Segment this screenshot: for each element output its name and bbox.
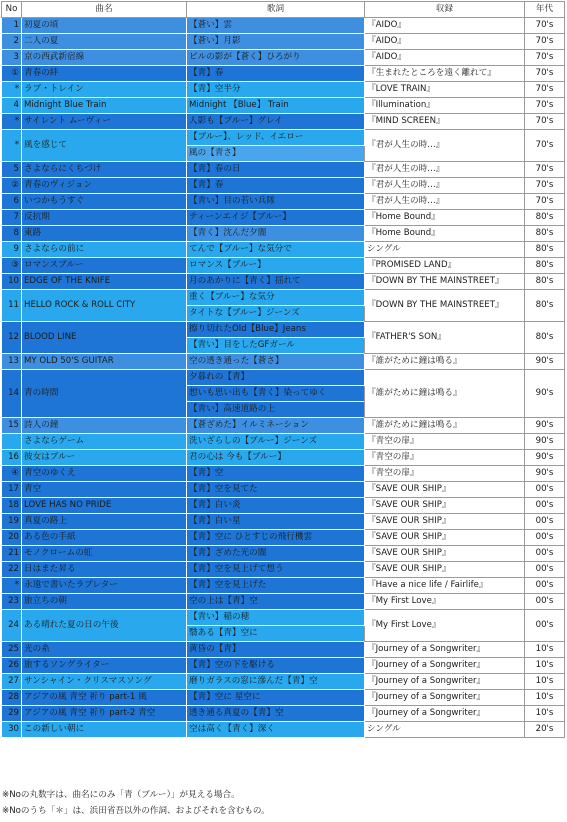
cell-no: ③ [2, 258, 22, 274]
cell-title: 旅するソングライター [22, 658, 187, 674]
table-row [2, 578, 565, 594]
cell-decade: 70's [525, 18, 565, 34]
header-album: 収録 [365, 2, 525, 18]
cell-decade: 00's [525, 546, 565, 562]
cell-album: 『SAVE OUR SHIP』 [365, 482, 525, 498]
cell-title: 風を感じて [22, 130, 187, 162]
cell-decade: 70's [525, 162, 565, 178]
cell-lyric: ビルの影が【蒼く】ひろがり [187, 50, 365, 66]
cell-lyric: 【青】春の日 [187, 162, 365, 178]
cell-lyric: 洗いざらしの【ブルー】ジーンズ [187, 434, 365, 450]
cell-no: 1 [2, 18, 22, 34]
cell-title: 詩人の鐘 [22, 418, 187, 434]
cell-album: 『AIDO』 [365, 18, 525, 34]
table-row [2, 466, 565, 482]
table-row [2, 82, 565, 98]
cell-title: HELLO ROCK & ROLL CITY [22, 290, 187, 322]
cell-no: 27 [2, 674, 22, 690]
cell-decade: 80's [525, 322, 565, 354]
cell-lyric: 夕暮れの【青】 [187, 370, 365, 386]
table-row [2, 434, 565, 450]
cell-decade: 00's [525, 482, 565, 498]
cell-decade: 90's [525, 434, 565, 450]
cell-lyric: 【蒼い】雲 [187, 18, 365, 34]
cell-lyric: タイトな【ブルー】ジーンズ [187, 306, 365, 322]
cell-title: サンシャイン・クリスマスソング [22, 674, 187, 690]
table-row [2, 66, 565, 82]
cell-lyric: 想いも思い出も【青く】染ってゆく [187, 386, 365, 402]
cell-title: 青空 [22, 482, 187, 498]
cell-title: さよならゲーム [22, 434, 187, 450]
cell-lyric: 【青】空を見上げて想う [187, 562, 365, 578]
cell-no: 18 [2, 498, 22, 514]
cell-album: 『誰がために鐘は鳴る』 [365, 354, 525, 370]
cell-album: 『Home Bound』 [365, 210, 525, 226]
cell-title: 青の時間 [22, 370, 187, 418]
table-row [2, 514, 565, 530]
table-row [2, 178, 565, 194]
cell-decade: 00's [525, 530, 565, 546]
table-row [2, 226, 565, 242]
table-row [2, 50, 565, 66]
cell-no: ① [2, 66, 22, 82]
cell-lyric: 空は高く【青く】深く [187, 722, 365, 738]
header-title: 曲名 [22, 2, 187, 18]
cell-no: 16 [2, 450, 22, 466]
table-row [2, 354, 565, 370]
cell-decade: 70's [525, 98, 565, 114]
cell-no: 4 [2, 98, 22, 114]
table-row [2, 258, 565, 274]
table-row [2, 34, 565, 50]
cell-album: 『青空の扉』 [365, 450, 525, 466]
cell-album: 『生まれたところを遠く離れて』 [365, 66, 525, 82]
cell-no: 28 [2, 690, 22, 706]
table-row [2, 722, 565, 738]
cell-album: 『PROMISED LAND』 [365, 258, 525, 274]
cell-title: アジアの風 青空 祈り part-1 風 [22, 690, 187, 706]
table-row [2, 242, 565, 258]
cell-lyric: 【青】春 [187, 66, 365, 82]
table-row [2, 274, 565, 290]
cell-title: 真夏の路上 [22, 514, 187, 530]
cell-decade: 90's [525, 450, 565, 466]
cell-decade: 90's [525, 466, 565, 482]
cell-lyric: 重く【ブルー】な気分 [187, 290, 365, 306]
cell-decade: 70's [525, 194, 565, 210]
cell-lyric: 月のあかりに【青く】揺れて [187, 274, 365, 290]
table-row [2, 210, 565, 226]
cell-lyric: 黄昏の【青】 [187, 642, 365, 658]
cell-lyric: 君の心は 今も【ブルー】 [187, 450, 365, 466]
cell-title: 東路 [22, 226, 187, 242]
cell-album: 『君が人生の時…』 [365, 130, 525, 162]
cell-album: 『FATHER'S SON』 [365, 322, 525, 354]
cell-lyric: 【青い】稲の穂 [187, 610, 365, 626]
cell-album: 『AIDO』 [365, 34, 525, 50]
cell-title: さよならの前に [22, 242, 187, 258]
cell-title: BLOOD LINE [22, 322, 187, 354]
cell-title: EDGE OF THE KNIFE [22, 274, 187, 290]
footnote-circled-numbers: ※Noの丸数字は、曲名にのみ「青（ブルー）」が見える場合。 [2, 790, 240, 800]
cell-decade: 00's [525, 498, 565, 514]
cell-album: 『君が人生の時…』 [365, 178, 525, 194]
cell-album: 『SAVE OUR SHIP』 [365, 514, 525, 530]
cell-no: 26 [2, 658, 22, 674]
cell-title: ある色の手紙 [22, 530, 187, 546]
cell-no: 21 [2, 546, 22, 562]
cell-album: 『My First Love』 [365, 594, 525, 610]
cell-lyric: 【青】空に 星空に [187, 690, 365, 706]
cell-decade: 70's [525, 178, 565, 194]
cell-lyric: 【青い】目の若い兵隊 [187, 194, 365, 210]
cell-title: ある晴れた夏の日の午後 [22, 610, 187, 642]
cell-decade: 10's [525, 642, 565, 658]
cell-album: 『Illumination』 [365, 98, 525, 114]
table-row [2, 322, 565, 338]
cell-title: この新しい朝に [22, 722, 187, 738]
table-row [2, 674, 565, 690]
cell-album: 『青空の扉』 [365, 434, 525, 450]
table-row [2, 642, 565, 658]
table-row [2, 562, 565, 578]
cell-title: 京の西武新宿線 [22, 50, 187, 66]
cell-decade: 10's [525, 674, 565, 690]
cell-lyric: 翳ある【青】空に [187, 626, 365, 642]
cell-album: 『誰がために鐘は鳴る』 [365, 370, 525, 418]
cell-title: 青空のゆくえ [22, 466, 187, 482]
cell-no: ② [2, 178, 22, 194]
cell-decade: 00's [525, 562, 565, 578]
table-row [2, 290, 565, 306]
table-row [2, 498, 565, 514]
cell-decade: 10's [525, 658, 565, 674]
cell-lyric: ロマンス【ブルー】 [187, 258, 365, 274]
cell-decade: 00's [525, 610, 565, 642]
cell-no: * [2, 578, 22, 594]
table-row [2, 418, 565, 434]
cell-title: いつかもうすぐ [22, 194, 187, 210]
cell-no: 10 [2, 274, 22, 290]
cell-no: 23 [2, 594, 22, 610]
cell-album: 『AIDO』 [365, 50, 525, 66]
cell-album: シングル [365, 722, 525, 738]
cell-no: 13 [2, 354, 22, 370]
cell-no: 6 [2, 194, 22, 210]
cell-decade: 10's [525, 706, 565, 722]
table-row [2, 450, 565, 466]
cell-title: 青春のヴィジョン [22, 178, 187, 194]
cell-album: 『君が人生の時…』 [365, 162, 525, 178]
cell-no: 9 [2, 242, 22, 258]
cell-album: 『Home Bound』 [365, 226, 525, 242]
cell-title: 彼女はブルー [22, 450, 187, 466]
cell-title: モノクロームの虹 [22, 546, 187, 562]
cell-lyric: 【青】白い炎 [187, 498, 365, 514]
cell-title: 光の糸 [22, 642, 187, 658]
cell-no: 3 [2, 50, 22, 66]
cell-album: 『DOWN BY THE MAINSTREET』 [365, 290, 525, 322]
table-row [2, 98, 565, 114]
cell-no: 22 [2, 562, 22, 578]
cell-album: 『Journey of a Songwriter』 [365, 658, 525, 674]
cell-lyric: 【青】空半分 [187, 82, 365, 98]
cell-decade: 80's [525, 226, 565, 242]
cell-title: 反抗期 [22, 210, 187, 226]
cell-title: Midnight Blue Train [22, 98, 187, 114]
cell-decade: 90's [525, 370, 565, 418]
cell-album: 『Journey of a Songwriter』 [365, 690, 525, 706]
cell-album: 『君が人生の時…』 [365, 194, 525, 210]
cell-decade: 80's [525, 290, 565, 322]
footnote-asterisk: ※Noのうち「＊」は、浜田省吾以外の作詞、およびそれを含むもの。 [2, 806, 270, 816]
cell-title: 二人の夏 [22, 34, 187, 50]
cell-lyric: 【青い】高速道路の上 [187, 402, 365, 418]
cell-no: 12 [2, 322, 22, 354]
cell-lyric: 擦り切れたOld【Blue】Jeans [187, 322, 365, 338]
table-header-row [2, 2, 565, 18]
cell-decade: 80's [525, 242, 565, 258]
header-no: No [2, 2, 22, 18]
cell-decade: 70's [525, 82, 565, 98]
table-row [2, 114, 565, 130]
cell-no: 14 [2, 370, 22, 418]
cell-album: 『Journey of a Songwriter』 [365, 674, 525, 690]
cell-title: アジアの風 青空 祈り part-2 青空 [22, 706, 187, 722]
cell-decade: 80's [525, 258, 565, 274]
cell-lyric: ティーンエイジ【ブルー】 [187, 210, 365, 226]
cell-no: 2 [2, 34, 22, 50]
blue-lyrics-table [1, 1, 565, 738]
cell-album: 『My First Love』 [365, 610, 525, 642]
cell-lyric: 風の【青さ】 [187, 146, 365, 162]
cell-lyric: 【蒼ざめた】イルミネーション [187, 418, 365, 434]
cell-album: シングル [365, 242, 525, 258]
cell-title: 旅立ちの朝 [22, 594, 187, 610]
table-row [2, 594, 565, 610]
cell-no: * [2, 130, 22, 162]
cell-no: 15 [2, 418, 22, 434]
header-decade: 年代 [525, 2, 565, 18]
cell-album: 『青空の扉』 [365, 466, 525, 482]
cell-decade: 10's [525, 690, 565, 706]
cell-lyric: 【青】空を見てた [187, 482, 365, 498]
cell-title: MY OLD 50'S GUITAR [22, 354, 187, 370]
cell-album: 『Journey of a Songwriter』 [365, 706, 525, 722]
cell-no: ④ [2, 466, 22, 482]
cell-title: 日はまた昇る [22, 562, 187, 578]
cell-lyric: 空の透き通った【蒼さ】 [187, 354, 365, 370]
cell-decade: 00's [525, 578, 565, 594]
cell-decade: 70's [525, 130, 565, 162]
table-row [2, 130, 565, 146]
cell-title: 永遠で書いたラブレター [22, 578, 187, 594]
cell-lyric: 人影も【ブルー】グレイ [187, 114, 365, 130]
cell-no: 30 [2, 722, 22, 738]
table-row [2, 194, 565, 210]
cell-album: 『SAVE OUR SHIP』 [365, 530, 525, 546]
cell-lyric: 【青】空の下を駆ける [187, 658, 365, 674]
cell-album: 『MIND SCREEN』 [365, 114, 525, 130]
cell-decade: 70's [525, 34, 565, 50]
cell-decade: 00's [525, 594, 565, 610]
cell-no: 17 [2, 482, 22, 498]
cell-lyric: 磨りガラスの窓に滲んだ【青】空 [187, 674, 365, 690]
cell-no [2, 434, 22, 450]
cell-lyric: 【青】空を見上げた [187, 578, 365, 594]
cell-no: 11 [2, 290, 22, 322]
cell-lyric: 【青】空 [187, 466, 365, 482]
cell-no: 5 [2, 162, 22, 178]
table-row [2, 370, 565, 386]
cell-lyric: 【青】春 [187, 178, 365, 194]
table-row [2, 690, 565, 706]
cell-title: LOVE HAS NO PRIDE [22, 498, 187, 514]
cell-title: ロマンスブルー [22, 258, 187, 274]
cell-album: 『Journey of a Songwriter』 [365, 642, 525, 658]
table-row [2, 530, 565, 546]
cell-lyric: 【青】空に ひとすじの飛行機雲 [187, 530, 365, 546]
table-row [2, 546, 565, 562]
table-row [2, 162, 565, 178]
cell-no: 8 [2, 226, 22, 242]
cell-decade: 80's [525, 210, 565, 226]
cell-title: ラブ・トレイン [22, 82, 187, 98]
cell-lyric: 【蒼い】月影 [187, 34, 365, 50]
cell-title: サイレント ムーヴィー [22, 114, 187, 130]
cell-lyric: 【青く】沈んだ夕闇 [187, 226, 365, 242]
cell-lyric: Midnight 【Blue】 Train [187, 98, 365, 114]
cell-no: 29 [2, 706, 22, 722]
cell-decade: 00's [525, 514, 565, 530]
cell-decade: 20's [525, 722, 565, 738]
cell-no: 19 [2, 514, 22, 530]
lyrics-table-sheet [1, 1, 565, 738]
cell-lyric: 空の上は【青】空 [187, 594, 365, 610]
cell-lyric: 【ブルー】、レッド、イエロー [187, 130, 365, 146]
cell-no: * [2, 114, 22, 130]
cell-decade: 70's [525, 114, 565, 130]
cell-decade: 80's [525, 274, 565, 290]
table-body [2, 18, 565, 738]
table-row [2, 706, 565, 722]
table-row [2, 482, 565, 498]
cell-decade: 90's [525, 418, 565, 434]
cell-no: 7 [2, 210, 22, 226]
cell-no: 20 [2, 530, 22, 546]
header-lyrics: 歌詞 [187, 2, 365, 18]
cell-album: 『Have a nice life / Fairlife』 [365, 578, 525, 594]
cell-album: 『SAVE OUR SHIP』 [365, 562, 525, 578]
cell-album: 『SAVE OUR SHIP』 [365, 546, 525, 562]
cell-decade: 90's [525, 354, 565, 370]
cell-lyric: 【青い】目をしたGFガール [187, 338, 365, 354]
cell-no: * [2, 82, 22, 98]
cell-album: 『SAVE OUR SHIP』 [365, 498, 525, 514]
cell-no: 24 [2, 610, 22, 642]
cell-album: 『DOWN BY THE MAINSTREET』 [365, 274, 525, 290]
cell-decade: 70's [525, 66, 565, 82]
table-row [2, 18, 565, 34]
cell-lyric: 【青】白い星 [187, 514, 365, 530]
cell-title: 初夏の頃 [22, 18, 187, 34]
cell-title: さよならにくちづけ [22, 162, 187, 178]
cell-lyric: 透き通る真夏の【青】空 [187, 706, 365, 722]
table-row [2, 610, 565, 626]
cell-lyric: てんで【ブルー】な気分で [187, 242, 365, 258]
cell-album: 『LOVE TRAIN』 [365, 82, 525, 98]
cell-decade: 70's [525, 50, 565, 66]
cell-lyric: 【青】ざめた光の闇 [187, 546, 365, 562]
cell-title: 青春の絆 [22, 66, 187, 82]
cell-no: 25 [2, 642, 22, 658]
table-row [2, 658, 565, 674]
cell-album: 『誰がために鐘は鳴る』 [365, 418, 525, 434]
